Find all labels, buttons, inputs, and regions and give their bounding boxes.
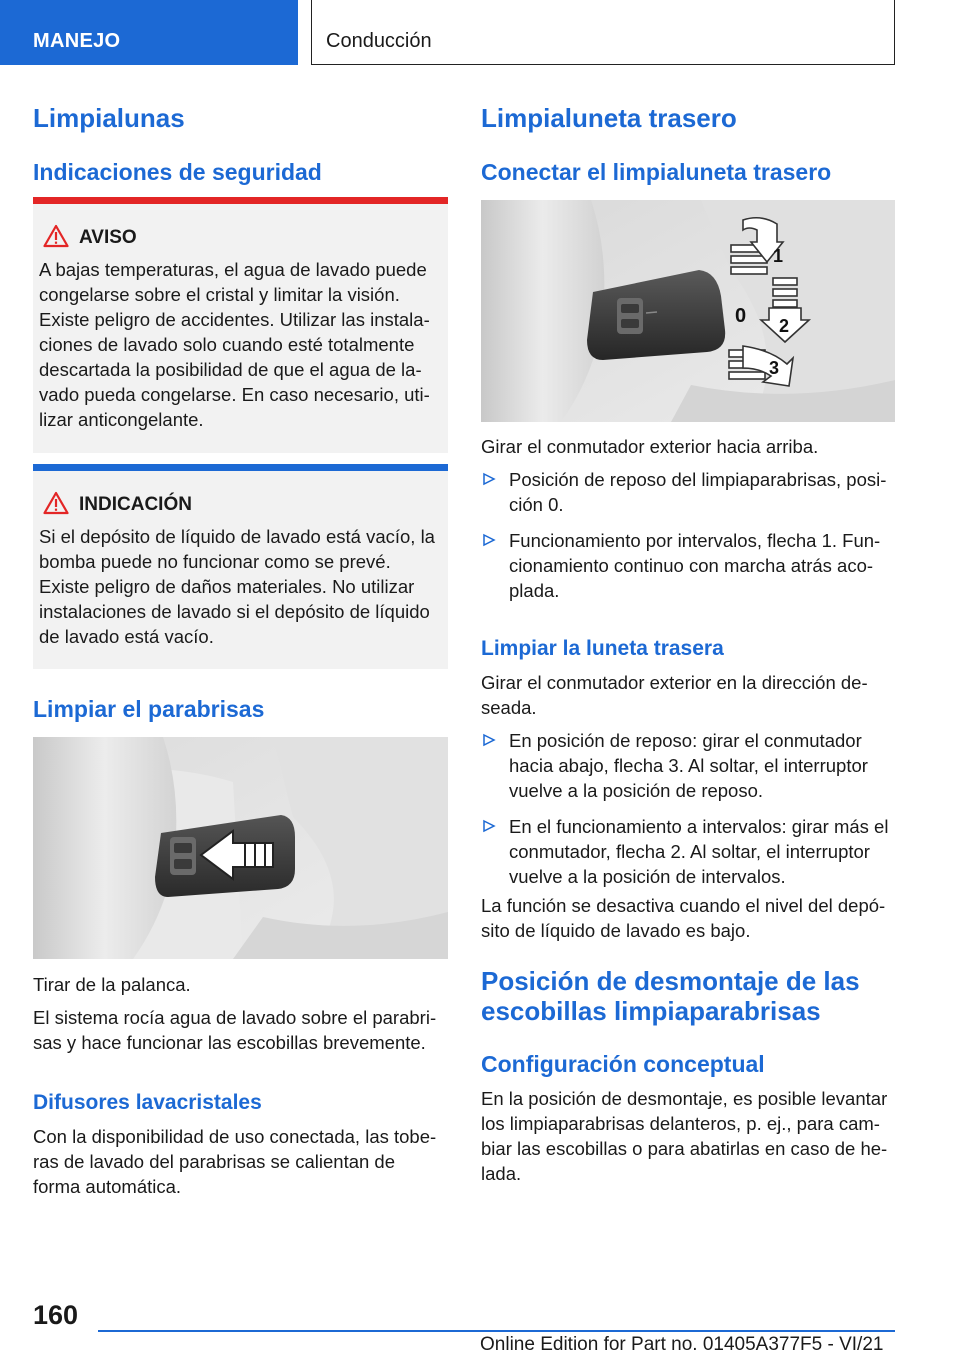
text-line: El sistema rocía agua de lavado sobre el parabri- <box>33 1007 437 1028</box>
text-line: los limpiaparabrisas delanteros, p. ej., para cam- <box>481 1113 880 1134</box>
text-line: vuelve a la posición de reposo. <box>509 780 764 801</box>
heading-limpiar-luneta: Limpiar la luneta trasera <box>481 637 724 660</box>
figure-label-3: 3 <box>769 358 780 378</box>
text-line: Girar el conmutador exterior en la dirección de- <box>481 672 868 693</box>
bullet-list-conectar <box>481 467 896 614</box>
list-item <box>481 728 896 803</box>
rear-wiper-illustration <box>481 200 895 422</box>
washer-lever-illustration <box>33 737 448 959</box>
heading-conectar-limpialuneta: Conectar el limpialuneta trasero <box>481 159 832 185</box>
text-line: En posición de reposo: girar el conmutador <box>509 730 862 751</box>
warning-triangle-icon <box>43 224 69 248</box>
text-line: forma automática. <box>33 1176 182 1197</box>
triangle-bullet-icon <box>482 472 496 486</box>
text-girar-arriba: Girar el conmutador exterior hacia arriba. <box>481 436 819 457</box>
indicacion-body <box>39 524 442 649</box>
figure-rear-wiper-switch <box>481 200 895 422</box>
indicacion-line: bomba puede no funcionar como se prevé. <box>39 551 391 572</box>
aviso-line: vado pueda congelarse. En caso necesario, uti- <box>39 384 430 405</box>
heading-line: escobillas limpiaparabrisas <box>481 996 821 1026</box>
text-line: biar las escobillas o para abatirlas en caso de he- <box>481 1138 888 1159</box>
text-line: lada. <box>481 1163 522 1184</box>
header-chapter-label: Conducción <box>326 30 432 52</box>
header-section-tab <box>0 0 298 65</box>
aviso-title: AVISO <box>79 227 137 248</box>
text-line: ras de lavado del parabrisas se calientan de <box>33 1151 396 1172</box>
footer-rule <box>98 1330 895 1332</box>
aviso-line: A bajas temperaturas, el agua de lavado puede <box>39 259 427 280</box>
text-line: plada. <box>509 580 560 601</box>
list-item <box>481 467 896 517</box>
text-funcion-desactiva <box>481 893 885 943</box>
indicacion-title: INDICACIÓN <box>79 494 192 515</box>
triangle-bullet-icon <box>482 533 496 547</box>
heading-limpiar-parabrisas: Limpiar el parabrisas <box>33 696 265 722</box>
figure-label-2: 2 <box>779 316 790 336</box>
aviso-line: descartada la posibilidad de que el agua de la- <box>39 359 422 380</box>
header-chapter-box <box>311 0 895 65</box>
indicacion-line: instalaciones de lavado si el depósito de líquido <box>39 601 430 622</box>
text-girar-direccion <box>481 670 868 720</box>
triangle-bullet-icon <box>482 733 496 747</box>
list-item <box>481 528 896 603</box>
heading-line: Posición de desmontaje de las <box>481 966 860 996</box>
text-line: En el funcionamiento a intervalos: girar más el <box>509 816 889 837</box>
text-line: seada. <box>481 697 537 718</box>
text-line: Posición de reposo del limpiaparabrisas, posi- <box>509 469 887 490</box>
text-line: En la posición de desmontaje, es posible levantar <box>481 1088 888 1109</box>
indicacion-bar <box>33 464 448 471</box>
aviso-body <box>39 257 442 432</box>
text-line: sito de líquido de lavado es bajo. <box>481 920 751 941</box>
indicacion-line: Si el depósito de líquido de lavado está vacío, la <box>39 526 435 547</box>
aviso-line: congelarse sobre el cristal y limitar la visión. <box>39 284 400 305</box>
text-difusores <box>33 1124 436 1199</box>
heading-difusores: Difusores lavacristales <box>33 1091 262 1114</box>
text-line: cionamiento continuo con marcha atrás aco- <box>509 555 874 576</box>
indicacion-line: de lavado está vacío. <box>39 626 214 647</box>
header-section-label: MANEJO <box>33 30 121 52</box>
heading-limpialunas: Limpialunas <box>33 103 185 133</box>
text-line: vuelve a la posición de intervalos. <box>509 866 786 887</box>
warning-triangle-icon <box>43 491 69 515</box>
heading-posicion-desmontaje <box>481 966 860 1026</box>
text-line: La función se desactiva cuando el nivel del depó- <box>481 895 886 916</box>
aviso-line: ciones de lavado solo cuando esté totalmente <box>39 334 415 355</box>
heading-indicaciones-seguridad: Indicaciones de seguridad <box>33 159 322 185</box>
aviso-notice <box>33 197 448 453</box>
text-line: hacia abajo, flecha 3. Al soltar, el interruptor <box>509 755 868 776</box>
aviso-line: lizar anticongelante. <box>39 409 204 430</box>
indicacion-notice <box>33 464 448 669</box>
text-line: ción 0. <box>509 494 564 515</box>
page-number: 160 <box>33 1300 79 1330</box>
text-tirar-palanca: Tirar de la palanca. <box>33 974 191 995</box>
heading-limpialuneta: Limpialuneta trasero <box>481 103 737 133</box>
text-line: Funcionamiento por intervalos, flecha 1. Fun- <box>509 530 881 551</box>
indicacion-line: Existe peligro de daños materiales. No utilizar <box>39 576 415 597</box>
text-configuracion <box>481 1086 887 1186</box>
triangle-bullet-icon <box>482 819 496 833</box>
aviso-bar <box>33 197 448 204</box>
heading-configuracion: Configuración conceptual <box>481 1051 765 1077</box>
bullet-list-luneta <box>481 728 896 900</box>
text-line: sas y hace funcionar las escobillas brevemente. <box>33 1032 426 1053</box>
footer-edition: Online Edition for Part no. 01405A377F5 - VI/21 <box>480 1334 884 1355</box>
figure-label-1: 1 <box>773 246 784 266</box>
text-line: Con la disponibilidad de uso conectada, las tobe- <box>33 1126 437 1147</box>
figure-washer-lever <box>33 737 448 959</box>
text-line: conmutador, flecha 2. Al soltar, el interruptor <box>509 841 870 862</box>
list-item <box>481 814 896 889</box>
figure-label-0: 0 <box>735 305 747 327</box>
aviso-line: Existe peligro de accidentes. Utilizar las instala- <box>39 309 430 330</box>
text-sistema-rocia <box>33 1005 436 1055</box>
